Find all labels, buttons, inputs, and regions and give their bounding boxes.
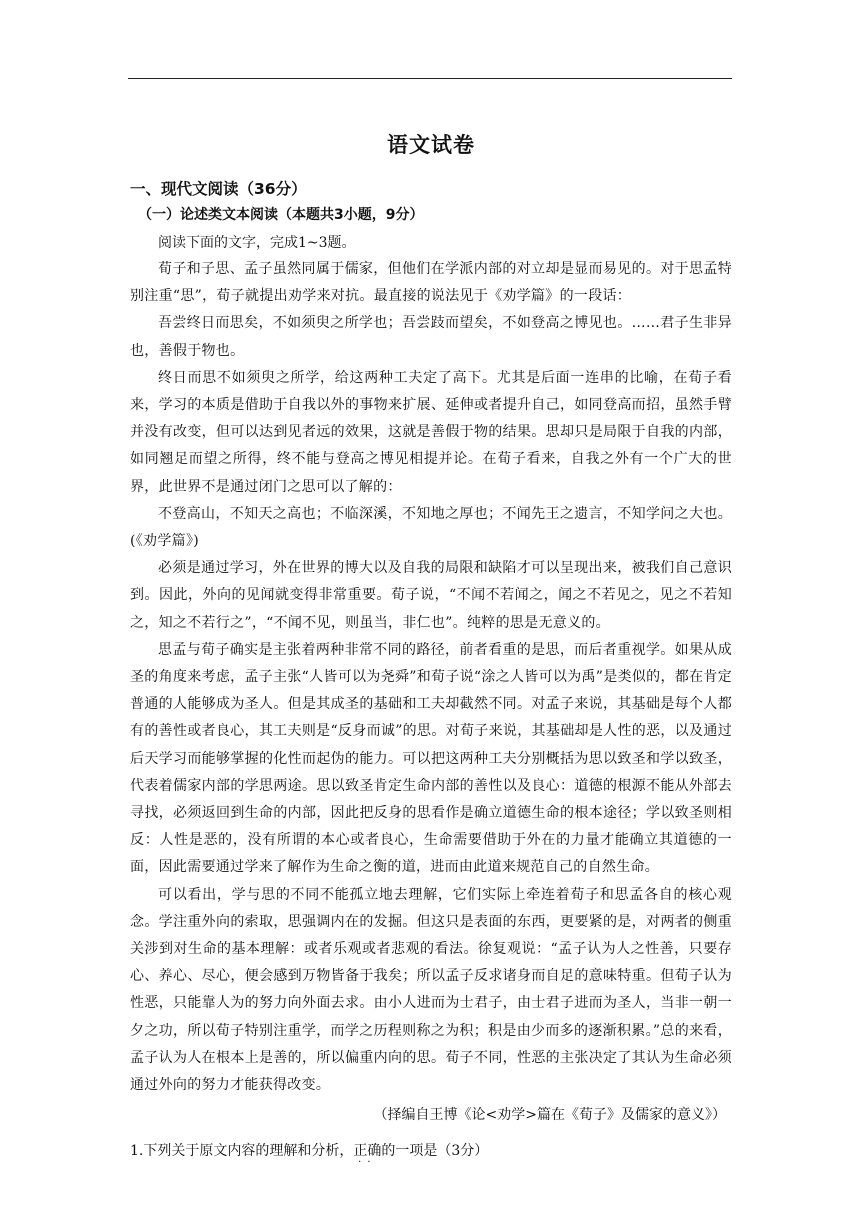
passage [130,256,732,1099]
question-1-prefix: 1.下列关于原文内容的理解和分析， [130,1143,354,1160]
question-1-emphasis [353,1143,382,1169]
source-citation: （择编自王博《论<劝学>篇在《荀子》及儒家的意义》） [373,1107,726,1124]
document-body [130,128,732,1169]
passage-paragraph: 荀子和子思、孟子虽然同属于儒家，但他们在学派内部的对立却是显而易见的。对于思孟特别注重“思”，荀子就提出劝学来对抗。最直接的说法见于《劝学篇》的一段话： [130,261,732,305]
subsection-heading: （一）论述类文本阅读（本题共3小题，9分） [138,207,424,223]
reading-instruction: 阅读下面的文字，完成1~3题。 [158,235,356,251]
section-heading: 一、现代文阅读（36分） [130,180,307,198]
passage-paragraph: 终日而思不如须臾之所学，给这两种工夫定了高下。尤其是后面一连串的比喻，在荀子看来，学习的本质是借助于自我以外的事物来扩展、延伸或者提升自己，如同登高而招，虽然手臂并没有改变，但可以达到见者远的效果，这就是善假于物的结果。思却只是局限于自我的内部，如同翘足而望之所得，终不能与登高之博见相提并论。在荀子看来，自我之外有一个广大的世界，此世界不是通过闭门之思可以了解的： [130,369,732,495]
question-1 [130,1137,732,1169]
passage-paragraph: 必须是通过学习，外在世界的博大以及自我的局限和缺陷才可以呈现出来，被我们自己意识到。因此，外向的见闻就变得非常重要。荀子说，“不闻不若闻之，闻之不若见之，见之不若知之，知之不若行之”，“不闻不见，则虽当，非仁也”。纯粹的思是无意义的。 [130,560,732,631]
emphasis-dots-icon: ·· [358,1157,377,1169]
question-1-suffix: 的一项是（3分） [381,1143,489,1160]
passage-paragraph: 不登高山，不知天之高也；不临深溪，不知地之厚也；不闻先王之遗言，不知学问之大也。(《劝学篇》) [130,505,732,550]
page-title: 语文试卷 [387,133,475,157]
passage-paragraph: 吾尝终日而思矣，不如须臾之所学也；吾尝跂而望矣，不如登高之博见也。……君子生非异也，善假于物也。 [130,315,732,359]
passage-paragraph: 可以看出，学与思的不同不能孤立地去理解，它们实际上牵连着荀子和思孟各自的核心观念。学注重外向的索取，思强调内在的发掘。但这只是表面的东西，更要紧的是，对两者的侧重关涉到对生命的基本理解：或者乐观或者悲观的看法。徐复观说：“孟子认为人之性善，只要存心、养心、尽心，便会感到万物皆备于我矣；所以孟子反求诸身而自足的意味特重。但荀子认为性恶，只能靠人为的努力向外面去求。由小人进而为士君子，由士君子进而为圣人，当非一朝一夕之功，所以荀子特别注重学，而学之历程则称之为积；积是由少而多的逐渐积累。”总的来看，孟子认为人在根本上是善的，所以偏重内向的思。荀子不同，性恶的主张决定了其认为生命必须通过外向的努力才能获得改变。 [130,886,732,1094]
header-rule [128,78,732,79]
question-1-emphasis-text: 正确 [353,1143,382,1160]
passage-paragraph: 思孟与荀子确实是主张着两种非常不同的路径，前者看重的是思，而后者重视学。如果从成圣的角度来考虑，孟子主张“人皆可以为尧舜”和荀子说“涂之人皆可以为禹”是类似的，都在肯定普通的人能够成为圣人。但是其成圣的基础和工夫却截然不同。对孟子来说，其基础是每个人都有的善性或者良心，其工夫则是“反身而诚”的思。对荀子来说，其基础却是人性的恶，以及通过后天学习而能够掌握的化性而起伪的能力。可以把这两种工夫分别概括为思以致圣和学以致圣，代表着儒家内部的学思两途。思以致圣肯定生命内部的善性以及良心：道德的根源不能从外部去寻找，必须返回到生命的内部，因此把反身的思看作是确立道德生命的根本途径；学以致圣则相反：人性是恶的，没有所谓的本心或者良心，生命需要借助于外在的力量才能确立其道德的一面，因此需要通过学来了解作为生命之衡的道，进而由此道来规范自己的自然生命。 [130,641,732,876]
